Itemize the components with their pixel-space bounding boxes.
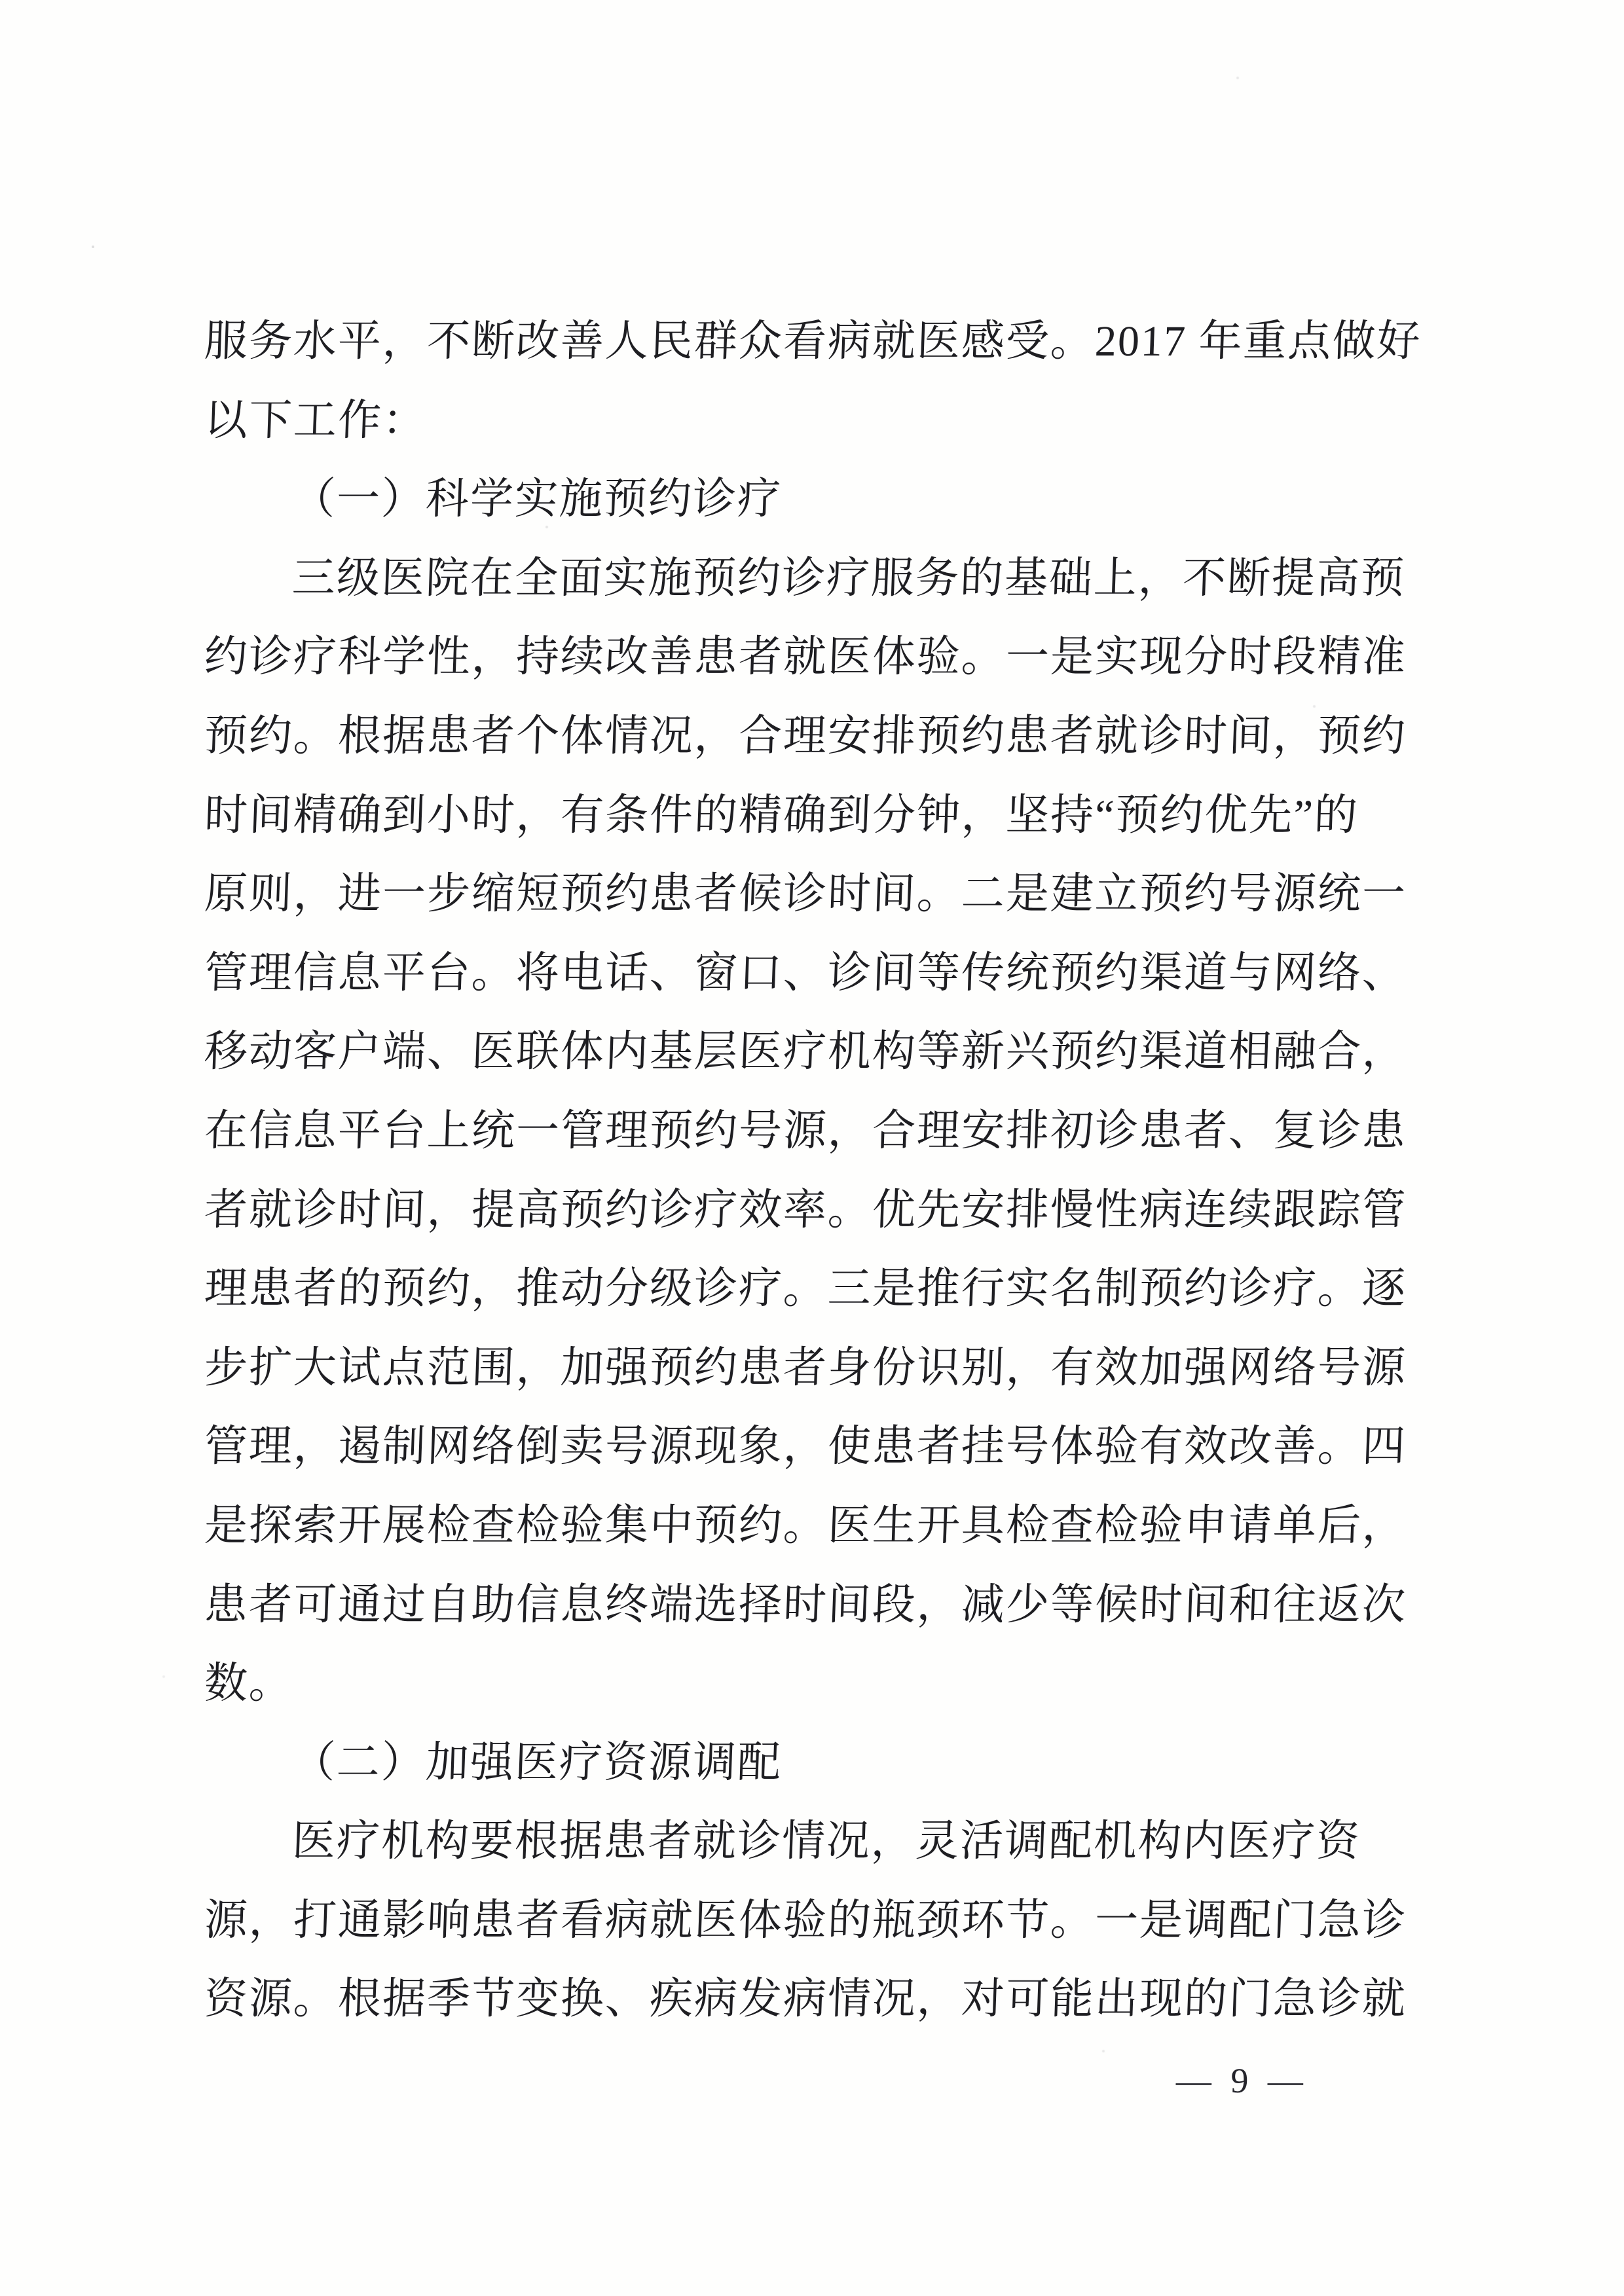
text-line: 者就诊时间，提高预约诊疗效率。优先安排慢性病连续跟踪管 [203, 1186, 1408, 1234]
text-line: 理患者的预约，推动分级诊疗。三是推行实名制预约诊疗。逐 [203, 1265, 1408, 1313]
text-line: 三级医院在全面实施预约诊疗服务的基础上，不断提高预 [291, 554, 1407, 602]
text-line: 数。 [203, 1660, 295, 1708]
text-line: 以下工作： [203, 396, 428, 445]
text-line: 约诊疗科学性，持续改善患者就医体验。一是实现分时段精准 [203, 633, 1408, 682]
text-line: 源，打通影响患者看病就医体验的瓶颈环节。一是调配门急诊 [203, 1896, 1408, 1944]
text-line: 资源。根据季节变换、疾病发病情况，对可能出现的门急诊就 [203, 1975, 1408, 2024]
text-line: 预约。根据患者个体情况，合理安排预约患者就诊时间，预约 [203, 712, 1408, 760]
text-line: 时间精确到小时，有条件的精确到分钟，坚持“预约优先”的 [203, 791, 1359, 839]
text-line: 移动客户端、医联体内基层医疗机构等新兴预约渠道相融合， [203, 1028, 1408, 1076]
text-line: 是探索开展检查检验集中预约。医生开具检查检验申请单后， [203, 1501, 1408, 1550]
text-line: 管理，遏制网络倒卖号源现象，使患者挂号体验有效改善。四 [203, 1423, 1408, 1471]
page-number: — 9 — [1175, 2061, 1309, 2100]
section-heading: （二）加强医疗资源调配 [291, 1738, 783, 1787]
section-heading: （一）科学实施预约诊疗 [291, 475, 783, 524]
text-line: 原则，进一步缩短预约患者候诊时间。二是建立预约号源统一 [203, 870, 1408, 919]
text-line: 服务水平，不断改善人民群众看病就医感受。2017 年重点做好 [203, 318, 1422, 365]
text-line: 步扩大试点范围，加强预约患者身份识别，有效加强网络号源 [203, 1343, 1408, 1392]
text-line: 在信息平台上统一管理预约号源，合理安排初诊患者、复诊患 [203, 1106, 1408, 1155]
text-line: 医疗机构要根据患者就诊情况，灵活调配机构内医疗资 [291, 1817, 1362, 1866]
document-text-block [203, 302, 1422, 2039]
text-line: 管理信息平台。将电话、窗口、诊间等传统预约渠道与网络、 [203, 949, 1408, 997]
text-line: 患者可通过自助信息终端选择时间段，减少等候时间和往返次 [203, 1580, 1408, 1629]
